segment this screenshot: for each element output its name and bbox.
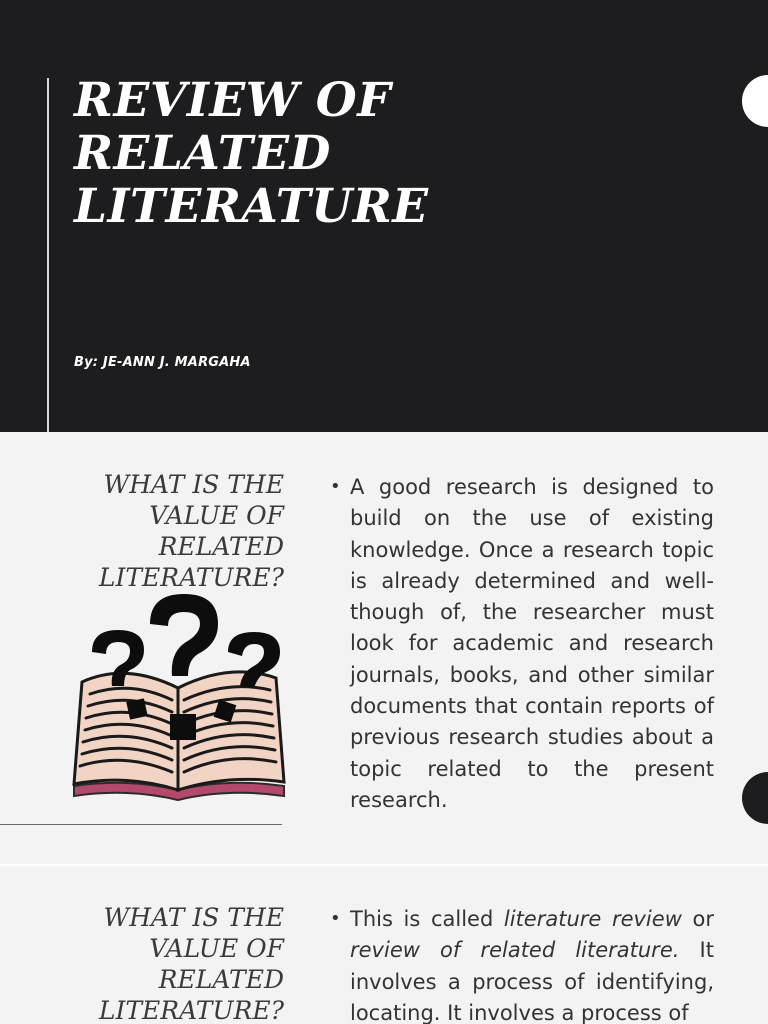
divider-line bbox=[0, 824, 282, 825]
title-line-1: REVIEW OF bbox=[74, 73, 392, 128]
heading-line-4: LITERATURE? bbox=[98, 563, 284, 592]
heading-line-4: LITERATURE? bbox=[98, 996, 284, 1024]
heading-line-3: RELATED bbox=[158, 965, 284, 994]
body-text-connector: or bbox=[681, 907, 714, 931]
heading-line-3: RELATED bbox=[158, 532, 284, 561]
heading-line-1: WHAT IS THE bbox=[103, 470, 284, 499]
slide-heading bbox=[0, 902, 284, 1024]
body-paragraph bbox=[350, 904, 714, 1024]
slide-heading bbox=[0, 469, 284, 593]
body-paragraph: A good research is designed to build on the use of existing knowledge. Once a research topic is already determined and well-though of, the researcher must look for academic and research journals, books, and other similar documents that contain reports of previous research studies about a topic related to the present research. bbox=[350, 475, 714, 812]
bullet-marker: • bbox=[330, 908, 341, 929]
body-text-prefix: This is called bbox=[350, 907, 504, 931]
heading-line-1: WHAT IS THE bbox=[103, 903, 284, 932]
bullet-marker: • bbox=[330, 476, 341, 497]
content-slide-2 bbox=[0, 866, 768, 1024]
title-line-3: LITERATURE bbox=[74, 179, 429, 234]
title-slide bbox=[0, 0, 768, 432]
content-slide-1 bbox=[0, 432, 768, 864]
term-literature-review: literature review bbox=[503, 907, 682, 931]
title-line-2: RELATED bbox=[74, 126, 331, 181]
term-review-of-related-literature: review of related literature. bbox=[350, 938, 680, 963]
author-byline: By: JE-ANN J. MARGAHA bbox=[74, 355, 251, 370]
heading-line-2: VALUE OF bbox=[149, 501, 284, 530]
slide-title bbox=[74, 74, 514, 233]
decorative-circle-dark bbox=[742, 772, 768, 824]
heading-line-2: VALUE OF bbox=[149, 934, 284, 963]
accent-vertical-line bbox=[47, 78, 49, 432]
decorative-circle-white bbox=[742, 75, 768, 127]
open-book-question-marks-icon bbox=[68, 590, 290, 805]
body-text-suffix: It involves a process of identifying, locating. It involves a process of bbox=[350, 938, 714, 1024]
